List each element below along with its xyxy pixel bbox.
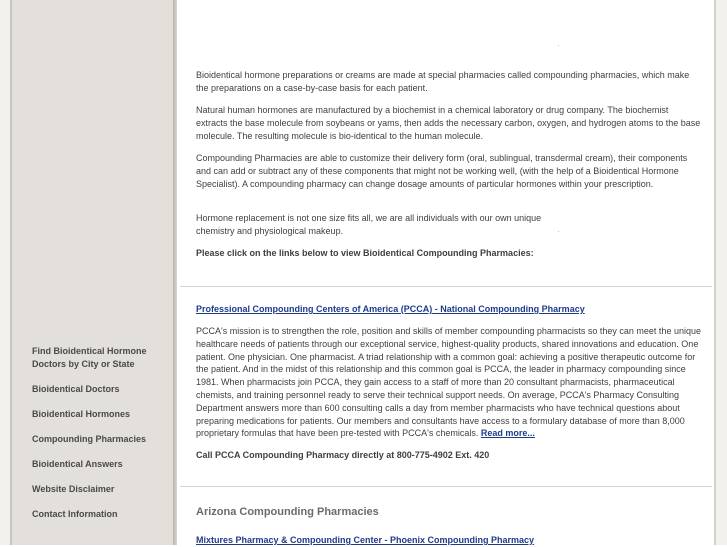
arizona-heading: Arizona Compounding Pharmacies bbox=[196, 506, 379, 518]
section-divider bbox=[180, 486, 712, 487]
sidebar-nav bbox=[32, 345, 167, 533]
sidebar-shadow bbox=[173, 0, 177, 545]
section-divider bbox=[180, 286, 712, 287]
sidebar-item-bioidentical-hormones[interactable]: Bioidentical Hormones bbox=[32, 409, 131, 419]
links-prompt: Please click on the links below to view Bioidentical Compounding Pharmacies: bbox=[196, 248, 534, 258]
sidebar-item-website-disclaimer[interactable]: Website Disclaimer bbox=[32, 484, 115, 494]
decorative-dot bbox=[558, 45, 559, 46]
intro-paragraph: Bioidentical hormone preparations or creams are made at special pharmacies called compounding pharmacies, which make the preparations on a case-by-case basis for each patient. bbox=[196, 70, 690, 93]
sidebar-item-compounding-pharmacies[interactable]: Compounding Pharmacies bbox=[32, 434, 147, 444]
read-more-link[interactable]: Read more... bbox=[480, 428, 535, 439]
pcca-phone: Call PCCA Compounding Pharmacy directly at 800-775-4902 Ext. 420 bbox=[196, 450, 490, 460]
sidebar-item-bioidentical-doctors[interactable]: Bioidentical Doctors bbox=[32, 384, 120, 394]
mixtures-pharmacy-link[interactable]: Mixtures Pharmacy & Compounding Center - Phoenix Compounding Pharmacy bbox=[196, 535, 535, 545]
compounding-paragraph: Compounding Pharmacies are able to customize their delivery form (oral, sublingual, transdermal cream), their components and can add or subtract any of these components that might not be working well, (with the help of a Bioidentical Hormone Specialist). A compounding pharmacy can change dosage amounts of particular hormones within your prescription. bbox=[196, 153, 688, 189]
page-right-margin bbox=[716, 0, 727, 545]
pcca-description bbox=[196, 325, 704, 440]
replacement-paragraph: Hormone replacement is not one size fits all, we are all individuals with our own unique chemistry and physiological makeup. bbox=[196, 213, 542, 236]
sidebar-item-contact-information[interactable]: Contact Information bbox=[32, 509, 118, 519]
pcca-description-text: PCCA's mission is to strengthen the role, position and skills of member compounding pharmacists so they can meet the unique healthcare needs of patients through our exceptional service, highest-quality products, shared innovations and education. One patient. One physician. One pharmacist. A triad relationship with a common goal: achieving a positive therapeutic outcome for the patient. And in the midst of this relationship and this common goal is PCCA, the leader in pharmacy compounding since 1981. When pharmacists join PCCA, they gain access to a staff of more than 20 consultant pharmacists, pharmaceutical chemists, and training personnel ready to serve their technical support needs. On average, PCCA's Pharmacy Consulting Department answers more than 600 consulting calls a day from member pharmacists who have technical questions about preparing medications for patients. Our members and consultants have access to a formulary database of more than 8,000 proprietary formulas that have been pre-tested with PCCA's chemicals. bbox=[196, 326, 701, 439]
hormone-manufacture-paragraph: Natural human hormones are manufactured by a biochemist in a chemical laboratory or drug company. The biochemist extracts the base molecule from soybeans or yams, then adds the necessary carbon, oxygen, and hydrogen atoms to the base molecule. The resulting molecule is bio-identical to the human molecule. bbox=[196, 105, 701, 141]
page-left-margin bbox=[0, 0, 10, 545]
sidebar-item-find-doctors[interactable]: Find Bioidentical Hormone Doctors by City or State bbox=[32, 346, 147, 369]
pcca-link[interactable]: Professional Compounding Centers of America (PCCA) - National Compounding Pharmacy bbox=[196, 304, 585, 314]
sidebar-item-bioidentical-answers[interactable]: Bioidentical Answers bbox=[32, 459, 123, 469]
decorative-dot bbox=[558, 231, 559, 232]
